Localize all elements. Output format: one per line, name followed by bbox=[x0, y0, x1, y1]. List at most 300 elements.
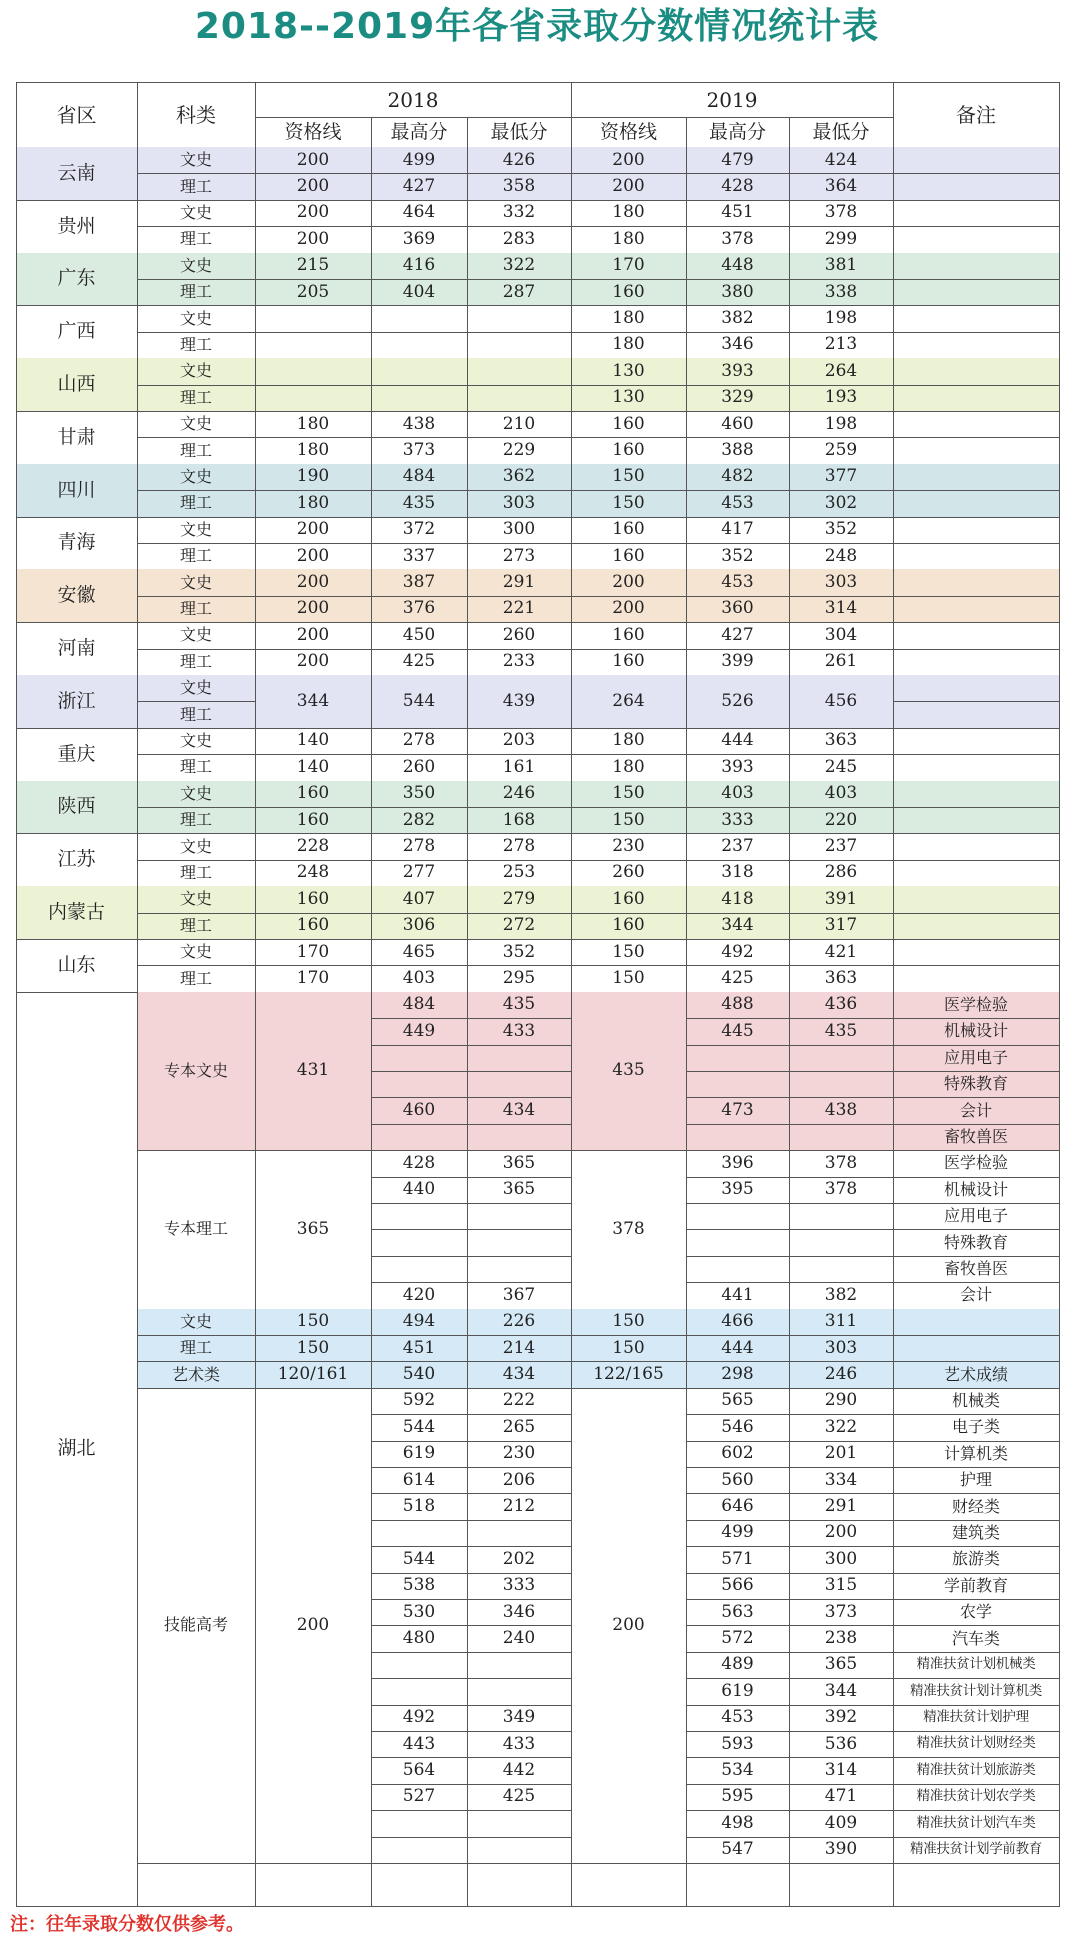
qual-2018-cell: 200 bbox=[296, 176, 330, 197]
min-2019-cell: 352 bbox=[824, 519, 858, 540]
province-name: 重庆 bbox=[57, 742, 96, 765]
grid-line bbox=[137, 860, 1060, 861]
remark-cell: 护理 bbox=[959, 1470, 992, 1490]
qual-2018-cell: 170 bbox=[296, 941, 330, 962]
max-2018-cell: 278 bbox=[402, 836, 436, 857]
remark-cell: 机械设计 bbox=[943, 1179, 1008, 1199]
max-2019-cell: 395 bbox=[721, 1179, 754, 1200]
max-2018-cell: 440 bbox=[402, 1179, 436, 1200]
max-2018-cell: 465 bbox=[402, 941, 436, 962]
max-2018-cell: 464 bbox=[402, 202, 436, 223]
max-2018-cell bbox=[371, 1071, 467, 1097]
max-2018-cell: 404 bbox=[402, 281, 436, 302]
max-2019-cell: 498 bbox=[721, 1812, 754, 1833]
max-2019-cell: 333 bbox=[721, 809, 754, 830]
qual-2019-cell: 230 bbox=[612, 836, 645, 857]
max-2019-cell: 488 bbox=[721, 994, 754, 1015]
qual-2019-cell: 180 bbox=[612, 308, 645, 329]
qual-2018-cell: 205 bbox=[296, 281, 330, 302]
max-2019-cell: 448 bbox=[721, 255, 754, 276]
qual-2019-cell: 200 bbox=[612, 572, 645, 593]
qual-2019-cell: 180 bbox=[612, 202, 645, 223]
grid-line bbox=[137, 279, 1060, 280]
max-2018-cell: 492 bbox=[402, 1707, 436, 1728]
province-name: 广西 bbox=[57, 320, 96, 343]
remark-cell: 精准扶贫计划学前教育 bbox=[910, 1841, 1042, 1858]
grid-line bbox=[137, 913, 1060, 914]
min-2018-cell: 265 bbox=[502, 1416, 536, 1437]
min-2019-cell: 435 bbox=[824, 1020, 858, 1041]
min-2019-cell: 198 bbox=[824, 413, 858, 434]
qual-2018-cell: 228 bbox=[296, 836, 330, 857]
max-2018-cell: 518 bbox=[402, 1496, 436, 1517]
min-2019-cell: 365 bbox=[824, 1654, 858, 1675]
category-cell: 文史 bbox=[179, 308, 212, 328]
qual-2019-cell: 150 bbox=[612, 492, 645, 513]
max-2018-cell bbox=[371, 1203, 467, 1229]
min-2019-cell: 314 bbox=[824, 1760, 858, 1781]
footnote: 注：往年录取分数仅供参考。 bbox=[10, 1914, 244, 1935]
min-2019-cell: 364 bbox=[824, 176, 858, 197]
category-cell: 文史 bbox=[179, 466, 212, 486]
category-cell: 理工 bbox=[179, 757, 212, 777]
min-2019-cell: 378 bbox=[824, 1179, 858, 1200]
grid-line bbox=[371, 147, 372, 1907]
max-2018-cell bbox=[371, 1045, 467, 1071]
max-2018-cell: 350 bbox=[402, 783, 436, 804]
min-2019-cell: 315 bbox=[824, 1575, 858, 1596]
grid-line bbox=[1059, 82, 1060, 1907]
qual-2018-cell: 200 bbox=[296, 651, 330, 672]
qual-2018-cell: 344 bbox=[296, 690, 330, 711]
category-cell: 理工 bbox=[179, 651, 212, 671]
grid-line bbox=[16, 1906, 1060, 1907]
remark-cell: 应用电子 bbox=[943, 1206, 1008, 1226]
max-2019-cell: 445 bbox=[721, 1020, 754, 1041]
min-2018-cell: 212 bbox=[502, 1496, 536, 1517]
min-2019-cell: 220 bbox=[824, 809, 858, 830]
min-2019-cell: 390 bbox=[824, 1839, 858, 1860]
qual-2018-cell: 200 bbox=[296, 202, 330, 223]
min-2019-cell bbox=[789, 1229, 893, 1255]
min-2019-cell: 311 bbox=[824, 1311, 858, 1332]
qual-2019-cell: 160 bbox=[612, 440, 645, 461]
province-name: 浙江 bbox=[57, 689, 96, 712]
qual-2018-cell: 215 bbox=[296, 255, 330, 276]
remark-cell: 精准扶贫计划财经类 bbox=[916, 1735, 1036, 1752]
min-2019-cell: 245 bbox=[824, 756, 858, 777]
max-2019-cell: 380 bbox=[721, 281, 754, 302]
min-2019-cell: 344 bbox=[824, 1680, 858, 1701]
qual-2019-cell: 150 bbox=[612, 466, 645, 487]
max-2019-cell: 466 bbox=[721, 1311, 754, 1332]
min-2019-cell: 536 bbox=[824, 1733, 858, 1754]
max-2018-cell bbox=[371, 305, 467, 331]
grid-line bbox=[137, 437, 1060, 438]
min-2018-cell: 222 bbox=[502, 1390, 536, 1411]
max-2019-cell: 344 bbox=[721, 915, 754, 936]
category-cell: 文史 bbox=[179, 678, 212, 698]
max-2018-cell: 420 bbox=[402, 1284, 436, 1305]
min-2018-cell: 233 bbox=[502, 651, 536, 672]
remark-cell: 计算机类 bbox=[943, 1443, 1008, 1463]
max-2018-cell: 460 bbox=[402, 1100, 436, 1121]
min-2018-cell bbox=[467, 1071, 571, 1097]
min-2018-cell: 214 bbox=[502, 1337, 536, 1358]
qual-2018-cell: 160 bbox=[296, 809, 330, 830]
min-2018-cell: 273 bbox=[502, 545, 536, 566]
min-2019-cell: 363 bbox=[824, 968, 858, 989]
category-cell: 理工 bbox=[179, 862, 212, 882]
min-2018-cell bbox=[467, 1678, 571, 1704]
qual-2019-cell: 160 bbox=[612, 888, 645, 909]
remark-cell: 会计 bbox=[959, 1100, 992, 1120]
header-min-2018: 最低分 bbox=[490, 120, 548, 143]
max-2018-cell: 480 bbox=[402, 1628, 436, 1649]
qual-2019-cell: 180 bbox=[612, 730, 645, 751]
hubei-group-name: 技能高考 bbox=[163, 1615, 228, 1635]
max-2019-cell: 329 bbox=[721, 387, 754, 408]
min-2018-cell: 433 bbox=[502, 1020, 536, 1041]
qual-2019-cell: 378 bbox=[612, 1218, 645, 1239]
qual-2019-cell: 130 bbox=[612, 360, 645, 381]
min-2019-cell: 409 bbox=[824, 1812, 858, 1833]
min-2018-cell: 240 bbox=[502, 1628, 536, 1649]
qual-2019-cell: 130 bbox=[612, 387, 645, 408]
min-2018-cell: 435 bbox=[502, 994, 536, 1015]
remark-cell: 精准扶贫计划计算机类 bbox=[910, 1682, 1042, 1699]
min-2018-cell: 346 bbox=[502, 1601, 536, 1622]
max-2018-cell: 407 bbox=[402, 888, 436, 909]
min-2019-cell: 290 bbox=[824, 1390, 858, 1411]
qual-2018-cell: 140 bbox=[296, 730, 330, 751]
qual-2018-cell bbox=[255, 358, 371, 384]
category-cell: 文史 bbox=[179, 889, 212, 909]
min-2018-cell bbox=[467, 1124, 571, 1150]
min-2019-cell: 200 bbox=[824, 1522, 858, 1543]
max-2018-cell: 425 bbox=[402, 651, 436, 672]
max-2018-cell bbox=[371, 358, 467, 384]
max-2019-cell: 593 bbox=[721, 1733, 754, 1754]
grid-line bbox=[137, 226, 1060, 227]
remark-cell: 畜牧兽医 bbox=[943, 1258, 1008, 1278]
min-2018-cell bbox=[467, 358, 571, 384]
max-2018-cell: 416 bbox=[402, 255, 436, 276]
max-2019-cell: 403 bbox=[721, 783, 754, 804]
max-2019-cell: 595 bbox=[721, 1786, 754, 1807]
remark-cell bbox=[893, 1309, 1059, 1335]
max-2018-cell bbox=[371, 1652, 467, 1678]
min-2018-cell: 367 bbox=[502, 1284, 536, 1305]
category-cell: 理工 bbox=[179, 968, 212, 988]
max-2019-cell: 427 bbox=[721, 624, 754, 645]
max-2018-cell: 373 bbox=[402, 440, 436, 461]
min-2018-cell bbox=[467, 1256, 571, 1282]
remark-cell: 精准扶贫计划护理 bbox=[923, 1709, 1029, 1726]
min-2019-cell: 213 bbox=[824, 334, 858, 355]
category-cell: 文史 bbox=[179, 625, 212, 645]
remark-cell: 电子类 bbox=[951, 1417, 1000, 1437]
max-2018-cell: 538 bbox=[402, 1575, 436, 1596]
min-2018-cell: 279 bbox=[502, 888, 536, 909]
min-2019-cell: 248 bbox=[824, 545, 858, 566]
province-name: 贵州 bbox=[57, 214, 96, 237]
remark-cell: 特殊教育 bbox=[943, 1232, 1008, 1252]
min-2019-cell bbox=[789, 1071, 893, 1097]
min-2019-cell: 238 bbox=[824, 1628, 858, 1649]
qual-2019-cell: 260 bbox=[612, 862, 645, 883]
min-2018-cell: 230 bbox=[502, 1443, 536, 1464]
max-2019-cell: 360 bbox=[721, 598, 754, 619]
grid-line bbox=[137, 701, 256, 702]
min-2019-cell: 363 bbox=[824, 730, 858, 751]
max-2019-cell: 499 bbox=[721, 1522, 754, 1543]
max-2019-cell: 444 bbox=[721, 730, 754, 751]
min-2018-cell bbox=[467, 1045, 571, 1071]
max-2018-cell: 306 bbox=[402, 915, 436, 936]
min-2018-cell: 253 bbox=[502, 862, 536, 883]
remark-cell bbox=[893, 1335, 1059, 1361]
qual-2019-cell: 200 bbox=[612, 176, 645, 197]
province-name: 山东 bbox=[57, 953, 96, 976]
max-2018-cell bbox=[371, 385, 467, 411]
min-2019-cell: 302 bbox=[824, 492, 858, 513]
grid-line bbox=[137, 1863, 1060, 1864]
header-province: 省区 bbox=[56, 102, 97, 127]
qual-2018-cell: 150 bbox=[296, 1311, 330, 1332]
max-2018-cell bbox=[371, 1678, 467, 1704]
remark-cell: 汽车类 bbox=[951, 1628, 1000, 1648]
min-2018-cell: 260 bbox=[502, 624, 536, 645]
grid-line bbox=[371, 117, 372, 148]
category-cell: 文史 bbox=[179, 572, 212, 592]
grid-line bbox=[571, 147, 572, 1907]
remark-cell: 精准扶贫计划汽车类 bbox=[916, 1814, 1036, 1831]
max-2018-cell: 451 bbox=[402, 1337, 436, 1358]
min-2019-cell: 436 bbox=[824, 994, 858, 1015]
min-2019-cell: 317 bbox=[824, 915, 858, 936]
header-category: 科类 bbox=[176, 102, 216, 127]
min-2018-cell: 303 bbox=[502, 492, 536, 513]
max-2018-cell: 435 bbox=[402, 492, 436, 513]
min-2019-cell: 382 bbox=[824, 1284, 858, 1305]
min-2019-cell: 334 bbox=[824, 1469, 858, 1490]
remark-cell: 应用电子 bbox=[943, 1047, 1008, 1067]
max-2018-cell: 443 bbox=[402, 1733, 436, 1754]
qual-2019-cell: 180 bbox=[612, 334, 645, 355]
min-2018-cell: 426 bbox=[502, 149, 536, 170]
category-cell: 文史 bbox=[179, 836, 212, 856]
max-2018-cell: 282 bbox=[402, 809, 436, 830]
remark-cell: 医学检验 bbox=[943, 1153, 1008, 1173]
min-2018-cell: 206 bbox=[502, 1469, 536, 1490]
qual-2018-cell bbox=[255, 385, 371, 411]
max-2019-cell: 393 bbox=[721, 360, 754, 381]
qual-2019-cell: 200 bbox=[612, 1614, 645, 1635]
qual-2019-cell: 264 bbox=[612, 690, 645, 711]
min-2019-cell: 261 bbox=[824, 651, 858, 672]
grid-line bbox=[893, 701, 1060, 702]
qual-2019-cell: 160 bbox=[612, 281, 645, 302]
max-2018-cell: 540 bbox=[402, 1364, 436, 1385]
max-2018-cell: 277 bbox=[402, 862, 436, 883]
qual-2019-cell: 150 bbox=[612, 1337, 645, 1358]
max-2019-cell: 646 bbox=[721, 1496, 754, 1517]
qual-2019-cell: 160 bbox=[612, 545, 645, 566]
max-2019-cell: 352 bbox=[721, 545, 754, 566]
max-2019-cell: 546 bbox=[721, 1416, 754, 1437]
min-2019-cell: 299 bbox=[824, 228, 858, 249]
qual-2018-cell: 180 bbox=[296, 492, 330, 513]
max-2018-cell bbox=[371, 1256, 467, 1282]
max-2019-cell bbox=[686, 1256, 789, 1282]
qual-2018-cell: 200 bbox=[296, 228, 330, 249]
qual-2018-cell: 170 bbox=[296, 968, 330, 989]
min-2019-cell: 373 bbox=[824, 1601, 858, 1622]
min-2019-cell: 378 bbox=[824, 202, 858, 223]
max-2019-cell: 378 bbox=[721, 228, 754, 249]
max-2019-cell: 572 bbox=[721, 1628, 754, 1649]
max-2018-cell: 428 bbox=[402, 1152, 436, 1173]
max-2019-cell bbox=[686, 1124, 789, 1150]
category-cell: 文史 bbox=[179, 730, 212, 750]
max-2019-cell bbox=[686, 1071, 789, 1097]
qual-2018-cell: 200 bbox=[296, 624, 330, 645]
category-cell: 理工 bbox=[179, 387, 212, 407]
max-2018-cell: 278 bbox=[402, 730, 436, 751]
min-2019-cell: 314 bbox=[824, 598, 858, 619]
remark-cell: 学前教育 bbox=[943, 1575, 1008, 1595]
min-2018-cell: 278 bbox=[502, 836, 536, 857]
remark-cell: 精准扶贫计划机械类 bbox=[916, 1656, 1036, 1673]
remark-cell: 特殊教育 bbox=[943, 1074, 1008, 1094]
category-cell: 理工 bbox=[179, 704, 212, 724]
min-2018-cell: 434 bbox=[502, 1364, 536, 1385]
remark-cell: 精准扶贫计划旅游类 bbox=[916, 1761, 1036, 1778]
grid-line bbox=[16, 82, 17, 1907]
max-2019-cell: 417 bbox=[721, 519, 754, 540]
max-2018-cell: 449 bbox=[402, 1020, 436, 1041]
remark-cell: 精准扶贫计划农学类 bbox=[916, 1788, 1036, 1805]
grid-line bbox=[789, 117, 790, 148]
qual-2018-cell: 248 bbox=[296, 862, 330, 883]
min-2019-cell: 198 bbox=[824, 308, 858, 329]
min-2019-cell: 291 bbox=[824, 1496, 858, 1517]
min-2019-cell: 286 bbox=[824, 862, 858, 883]
min-2018-cell: 365 bbox=[502, 1179, 536, 1200]
qual-2018-cell: 160 bbox=[296, 888, 330, 909]
qual-2019-cell: 160 bbox=[612, 519, 645, 540]
category-cell: 文史 bbox=[179, 202, 212, 222]
remark-cell: 财经类 bbox=[951, 1496, 1000, 1516]
category-cell: 理工 bbox=[179, 176, 212, 196]
max-2018-cell: 403 bbox=[402, 968, 436, 989]
min-2018-cell: 322 bbox=[502, 255, 536, 276]
min-2018-cell: 291 bbox=[502, 572, 536, 593]
max-2019-cell: 399 bbox=[721, 651, 754, 672]
category-cell: 理工 bbox=[179, 915, 212, 935]
max-2018-cell: 564 bbox=[402, 1760, 436, 1781]
category-cell: 理工 bbox=[179, 598, 212, 618]
grid-line bbox=[137, 82, 138, 1907]
min-2019-cell: 403 bbox=[824, 783, 858, 804]
min-2019-cell: 264 bbox=[824, 360, 858, 381]
province-name: 山西 bbox=[57, 373, 96, 396]
min-2018-cell: 283 bbox=[502, 228, 536, 249]
min-2018-cell: 203 bbox=[502, 730, 536, 751]
province-name: 四川 bbox=[57, 478, 96, 501]
qual-2018-cell: 365 bbox=[296, 1218, 330, 1239]
grid-line bbox=[255, 117, 894, 118]
qual-2018-cell: 200 bbox=[296, 149, 330, 170]
qual-2019-cell: 150 bbox=[612, 809, 645, 830]
min-2019-cell: 378 bbox=[824, 1152, 858, 1173]
qual-2019-cell: 150 bbox=[612, 783, 645, 804]
category-cell: 文史 bbox=[179, 519, 212, 539]
grid-line bbox=[137, 332, 1060, 333]
category-cell: 理工 bbox=[179, 440, 212, 460]
min-2018-cell: 365 bbox=[502, 1152, 536, 1173]
qual-2019-cell: 160 bbox=[612, 915, 645, 936]
max-2019-cell: 441 bbox=[721, 1284, 754, 1305]
max-2018-cell: 544 bbox=[402, 1416, 436, 1437]
min-2018-cell: 226 bbox=[502, 1311, 536, 1332]
qual-2019-cell: 180 bbox=[612, 228, 645, 249]
max-2018-cell: 387 bbox=[402, 572, 436, 593]
min-2019-cell: 259 bbox=[824, 440, 858, 461]
min-2018-cell: 229 bbox=[502, 440, 536, 461]
max-2018-cell: 494 bbox=[402, 1311, 436, 1332]
max-2018-cell: 527 bbox=[402, 1786, 436, 1807]
min-2018-cell: 202 bbox=[502, 1548, 536, 1569]
min-2018-cell bbox=[467, 1229, 571, 1255]
category-cell: 理工 bbox=[179, 546, 212, 566]
remark-cell: 艺术成绩 bbox=[943, 1364, 1008, 1384]
qual-2019-cell: 122/165 bbox=[593, 1364, 664, 1385]
min-2019-cell bbox=[789, 1203, 893, 1229]
qual-2018-cell: 200 bbox=[296, 1614, 330, 1635]
max-2019-cell: 563 bbox=[721, 1601, 754, 1622]
min-2019-cell: 456 bbox=[824, 690, 858, 711]
min-2018-cell bbox=[467, 332, 571, 358]
province-name: 陕西 bbox=[57, 795, 96, 818]
province-name: 甘肃 bbox=[57, 425, 96, 448]
max-2019-cell: 602 bbox=[721, 1443, 754, 1464]
category-cell: 理工 bbox=[179, 229, 212, 249]
min-2019-cell: 391 bbox=[824, 888, 858, 909]
grid-line bbox=[467, 147, 468, 1907]
max-2019-cell: 298 bbox=[721, 1364, 754, 1385]
qual-2019-cell: 150 bbox=[612, 968, 645, 989]
qual-2019-cell: 170 bbox=[612, 255, 645, 276]
min-2019-cell bbox=[789, 1045, 893, 1071]
grid-line bbox=[137, 965, 1060, 966]
grid-line bbox=[137, 754, 1060, 755]
qual-2018-cell: 200 bbox=[296, 572, 330, 593]
qual-2018-cell bbox=[255, 332, 371, 358]
page-title: 2018--2019年各省录取分数情况统计表 bbox=[194, 6, 880, 47]
qual-2019-cell: 150 bbox=[612, 941, 645, 962]
min-2019-cell: 322 bbox=[824, 1416, 858, 1437]
max-2018-cell: 372 bbox=[402, 519, 436, 540]
min-2018-cell: 300 bbox=[502, 519, 536, 540]
max-2019-cell: 237 bbox=[721, 836, 754, 857]
qual-2018-cell: 150 bbox=[296, 1337, 330, 1358]
max-2019-cell bbox=[686, 1045, 789, 1071]
qual-2019-cell: 435 bbox=[612, 1060, 645, 1081]
remark-cell: 会计 bbox=[959, 1285, 992, 1305]
max-2019-cell: 346 bbox=[721, 334, 754, 355]
